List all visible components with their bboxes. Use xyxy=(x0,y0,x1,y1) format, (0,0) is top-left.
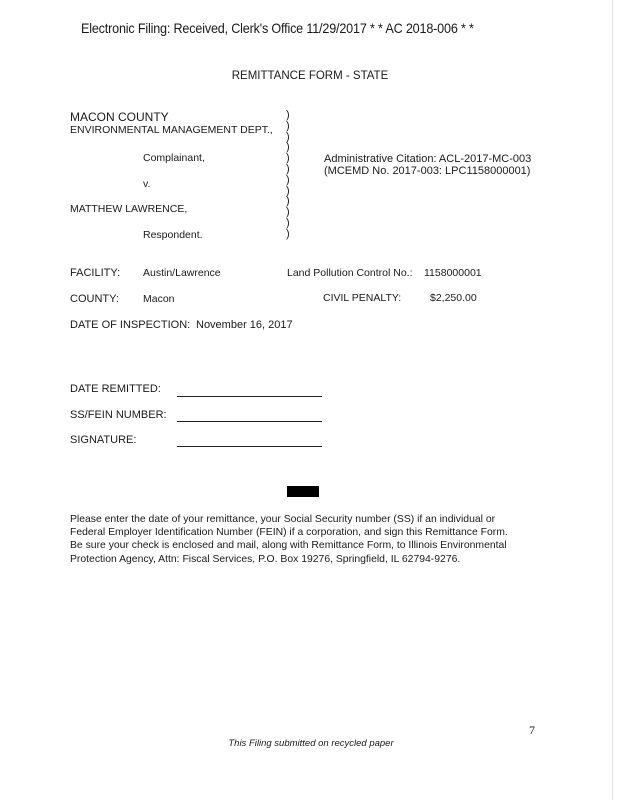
versus-label: v. xyxy=(143,178,151,190)
inspection-value: November 16, 2017 xyxy=(196,319,293,331)
county-label: COUNTY: xyxy=(70,293,119,305)
respondent-role: Respondent. xyxy=(143,229,203,241)
lpc-label: Land Pollution Control No.: xyxy=(287,267,413,279)
facility-value: Austin/Lawrence xyxy=(143,267,221,279)
signature-line[interactable] xyxy=(177,446,322,447)
footer-wrap xyxy=(0,738,618,749)
date-remitted-label: DATE REMITTED: xyxy=(70,383,161,395)
redaction-block xyxy=(287,486,319,497)
instructions-line: Be sure your check is enclosed and mail, along with Remittance Form, to Illinois Environmental xyxy=(70,540,507,552)
ssfein-line[interactable] xyxy=(177,421,322,422)
footer-note: This Filing submitted on recycled paper xyxy=(228,738,394,749)
caption-paren: ) xyxy=(286,109,290,121)
caption-paren-column xyxy=(286,110,296,240)
respondent-name: MATTHEW LAWRENCE, xyxy=(70,203,188,215)
instructions-line: Federal Employer Identification Number (FEIN) if a corporation, and sign this Remittance Form. xyxy=(70,527,508,539)
caption-paren: ) xyxy=(286,141,290,154)
inspection-label: DATE OF INSPECTION: xyxy=(70,319,191,331)
scan-edge xyxy=(612,0,613,800)
signature-label: SIGNATURE: xyxy=(70,434,137,446)
caption-paren: ) xyxy=(286,152,290,165)
complainant-dept: ENVIRONMENTAL MANAGEMENT DEPT., xyxy=(70,124,273,136)
form-title: REMITTANCE FORM - STATE xyxy=(231,70,389,82)
instructions-paragraph xyxy=(70,513,550,566)
filing-stamp: Electronic Filing: Received, Clerk's Office 11/29/2017 * * AC 2018-006 * * xyxy=(81,20,474,36)
instructions-line: Protection Agency, Attn: Fiscal Services, P.O. Box 19276, Springfield, IL 62794-9276. xyxy=(70,553,461,565)
complainant-role: Complainant, xyxy=(143,152,205,164)
page-number: 7 xyxy=(529,723,535,737)
date-remitted-line[interactable] xyxy=(177,396,322,397)
instructions-line: Please enter the date of your remittance, your Social Security number (SS) if an individual or xyxy=(70,514,496,525)
caption-paren: ) xyxy=(286,119,290,132)
caption-paren: ) xyxy=(286,206,290,219)
lpc-value: 1158000001 xyxy=(424,267,482,279)
caption-paren: ) xyxy=(286,216,290,229)
caption-paren: ) xyxy=(286,227,290,240)
caption-paren: ) xyxy=(286,184,290,197)
penalty-value: $2,250.00 xyxy=(430,292,477,304)
ssfein-label: SS/FEIN NUMBER: xyxy=(70,409,167,421)
citation-number: Administrative Citation: ACL-2017-MC-003 xyxy=(324,153,532,165)
caption-paren: ) xyxy=(286,130,290,143)
caption-paren: ) xyxy=(286,173,290,186)
caption-paren: ) xyxy=(286,162,290,175)
penalty-label: CIVIL PENALTY: xyxy=(323,292,402,304)
facility-label: FACILITY: xyxy=(70,267,121,279)
complainant-name: MACON COUNTY xyxy=(70,110,169,124)
caption-paren: ) xyxy=(286,195,290,208)
county-value: Macon xyxy=(143,293,175,305)
form-title-wrap xyxy=(0,70,618,82)
citation-reference: (MCEMD No. 2017-003: LPC1158000001) xyxy=(324,165,531,177)
